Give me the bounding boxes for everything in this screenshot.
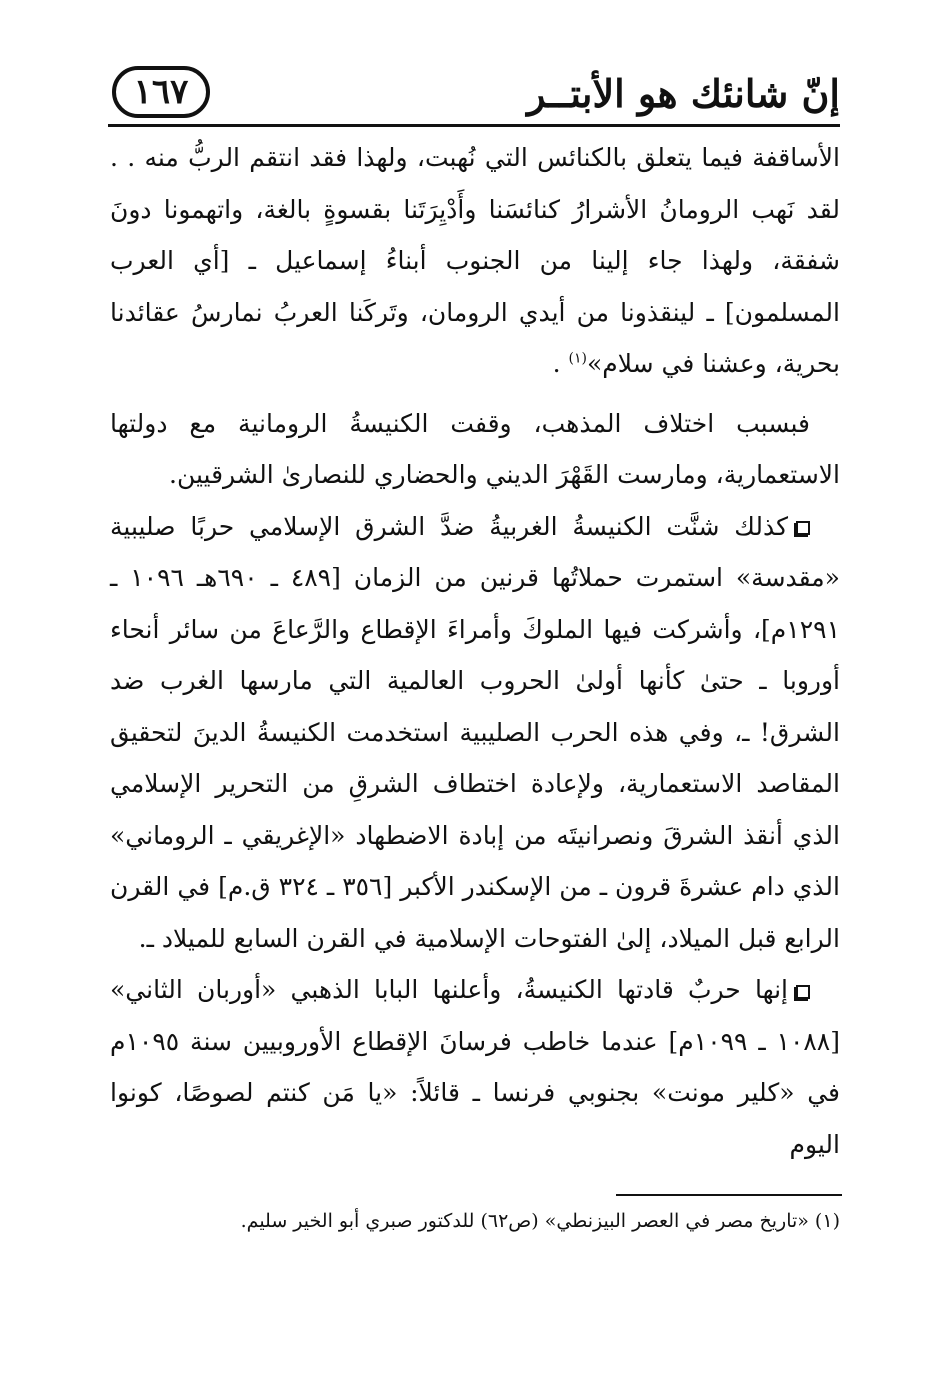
square-bullet-icon	[796, 985, 810, 999]
body-text	[110, 132, 840, 1170]
paragraph-4	[110, 964, 840, 1170]
page-number: ١٦٧	[112, 66, 210, 118]
paragraph-text: فبسبب اختلاف المذهب، وقفت الكنيسةُ الرومانية مع دولتها الاستعمارية، ومارست القَهْرَ الديني والحضاري للنصارىٰ الشرقيين.	[110, 408, 840, 489]
footnote-ref: (١)	[568, 350, 587, 367]
paragraph-text: كذلك شنَّت الكنيسةُ الغربيةُ ضدَّ الشرق الإسلامي حربًا صليبية «مقدسة» استمرت حملاتُها قرنين من الزمان [٤٨٩ ـ ٦٩٠هـ ١٠٩٦ ـ ١٢٩١م]، وأشركت فيها الملوكَ وأمراءَ الإقطاع والرَّعاعَ من سائر أنحاء أوروبا ـ حتىٰ كأنها أولىٰ الحروب العالمية التي مارسها الغرب ضد الشرق! ـ، وفي هذه الحرب الصليبية استخدمت الكنيسةُ الدينَ لتحقيق المقاصد الاستعمارية، ولإعادة اختطاف الشرقِ من التحرير الإسلامي الذي أنقذ الشرقَ ونصرانيتَه من إبادة الاضطهاد «الإغريقي ـ الروماني» الذي دام عشرةَ قرون ـ من الإسكندر الأكبر [٣٥٦ ـ ٣٢٤ ق.م] في القرن الرابع قبل الميلاد، إلىٰ الفتوحات الإسلامية في القرن السابع للميلاد ـ.	[110, 511, 840, 953]
square-bullet-icon	[796, 521, 810, 535]
running-title: إنّ شانئك هو الأبتــر	[527, 71, 840, 116]
footnote: (١) «تاريخ مصر في العصر البيزنطي» (ص٦٢) للدكتور صبري أبو الخير سليم.	[240, 1210, 840, 1232]
paragraph-2	[110, 398, 840, 501]
page-header	[108, 62, 840, 126]
paragraph-text-after: .	[552, 349, 569, 378]
paragraph-text: إنها حربٌ قادتها الكنيسةُ، وأعلنها البابا الذهبي «أوربان الثاني» [١٠٨٨ ـ ١٠٩٩م] عندما خاطب فرسانَ الإقطاع الأوروبيين سنة ١٠٩٥م في «كلير مونت» بجنوبي فرنسا ـ قائلاً: «يا مَن كنتم لصوصًا، كونوا اليوم	[110, 975, 840, 1159]
paragraph-3	[110, 501, 840, 965]
header-rule	[108, 124, 840, 127]
paragraph-1	[110, 132, 840, 390]
paragraph-text: الأساقفة فيما يتعلق بالكنائس التي نُهبت، ولهذا فقد انتقم الربُّ منه . . لقد نَهب الرومانُ الأشرارُ كنائسَنا وأَدْيِرَتَنا بقسوةٍ بالغة، واتهمونا دونَ شفقة، ولهذا جاء إلينا من الجنوب أبناءُ إسماعيل ـ [أي العرب المسلمون] ـ لينقذونا من أيدي الرومان، وتَركَنا العربُ نمارسُ عقائدنا بحرية، وعشنا في سلام»	[110, 143, 840, 378]
footnote-rule	[616, 1194, 842, 1196]
